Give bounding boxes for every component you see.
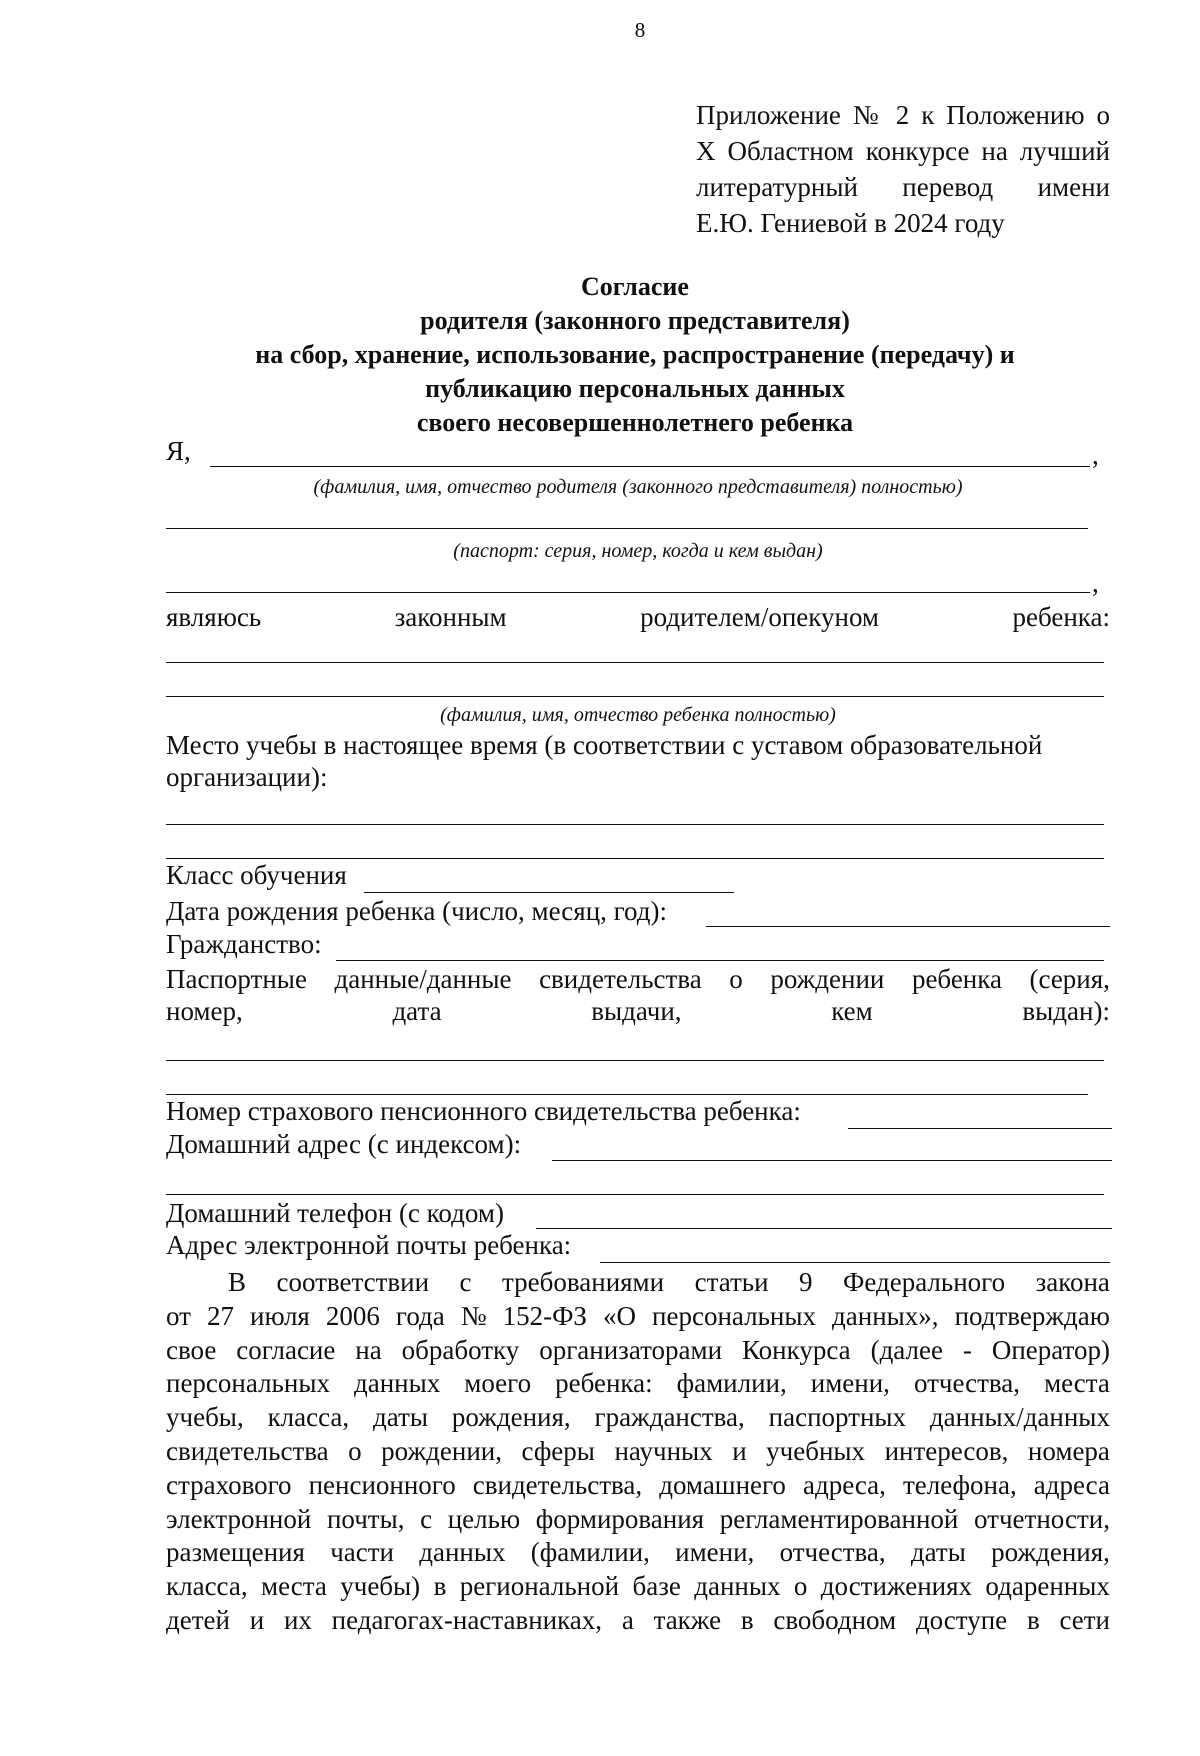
paragraph-line: электронной почты, с целью формирования регламентированной отчетности,	[166, 1503, 1110, 1534]
class-field[interactable]	[364, 892, 734, 893]
paragraph-line: учебы, класса, даты рождения, гражданства, паспортных данных/данных	[166, 1402, 1110, 1433]
parent-name-hint: (фамилия, имя, отчество родителя (законного представителя) полностью)	[313, 476, 963, 498]
birth-date-label: Дата рождения ребенка (число, месяц, год):	[166, 896, 668, 926]
study-place-field-2[interactable]	[166, 858, 1104, 859]
comma: ,	[1092, 568, 1099, 598]
paragraph-line: свое согласие на обработку организаторами Конкурса (далее - Оператор)	[166, 1334, 1110, 1365]
title-line: своего несовершеннолетнего ребенка	[416, 408, 854, 437]
child-documents-label: Паспортные данные/данные свидетельства о рождении ребенка (серия,	[166, 964, 1110, 994]
page-number: 8	[634, 18, 646, 42]
class-label: Класс обучения	[166, 860, 347, 890]
paragraph-line: класса, места учебы) в региональной базе данных о достижениях одаренных	[166, 1571, 1110, 1602]
child-name-field-1[interactable]	[166, 662, 1104, 663]
paragraph-line: от 27 июля 2006 года № 152-ФЗ «О персональных данных», подтверждаю	[166, 1300, 1110, 1331]
citizenship-label: Гражданство:	[166, 929, 322, 959]
study-place-label-cont: организации):	[166, 762, 328, 792]
snils-field[interactable]	[848, 1128, 1112, 1129]
title-line: родителя (законного представителя)	[420, 306, 850, 335]
phone-field[interactable]	[536, 1228, 1112, 1229]
appendix-line: Е.Ю. Гениевой в 2024 году	[696, 208, 1005, 238]
paragraph-line: В соответствии с требованиями статьи 9 Федерального закона	[228, 1267, 1110, 1297]
paragraph-line: детей и их педагогах-наставниках, а также в свободном доступе в сети	[166, 1604, 1110, 1635]
comma: ,	[1092, 440, 1099, 470]
birth-date-field[interactable]	[706, 926, 1110, 927]
child-name-field-2[interactable]	[166, 696, 1104, 697]
child-name-hint: (фамилия, имя, отчество ребенка полностью)	[440, 704, 836, 726]
paragraph-line: персональных данных моего ребенка: фамилии, имени, отчества, места	[166, 1368, 1110, 1399]
appendix-line: Приложение № 2 к Положению о	[696, 100, 1110, 130]
child-documents-label-cont: номер, дата выдачи, кем выдан):	[166, 996, 1110, 1026]
title-line: на сбор, хранение, использование, распространение (передачу) и	[255, 340, 1015, 369]
address-field-1[interactable]	[552, 1160, 1112, 1161]
appendix-line: X Областном конкурсе на лучший	[696, 136, 1110, 166]
phone-label: Домашний телефон (с кодом)	[166, 1198, 504, 1228]
ya-label: Я,	[166, 436, 191, 466]
email-field[interactable]	[600, 1262, 1110, 1263]
study-place-field-1[interactable]	[166, 824, 1104, 825]
appendix-note	[696, 97, 1110, 241]
child-documents-field-1[interactable]	[166, 1060, 1104, 1061]
citizenship-field[interactable]	[336, 960, 1104, 961]
parent-name-field[interactable]	[210, 466, 1090, 467]
passport-field-2[interactable]	[166, 592, 1090, 593]
email-label: Адрес электронной почты ребенка:	[166, 1230, 572, 1260]
paragraph-line: страхового пенсионного свидетельства, домашнего адреса, телефона, адреса	[166, 1469, 1110, 1500]
snils-label: Номер страхового пенсионного свидетельства ребенка:	[166, 1096, 801, 1126]
appendix-line: литературный перевод имени	[696, 172, 1110, 202]
consent-paragraph	[166, 1266, 1110, 1638]
study-place-label: Место учебы в настоящее время (в соответствии с уставом образовательной	[166, 730, 1043, 760]
paragraph-line: свидетельства о рождении, сферы научных и учебных интересов, номера	[166, 1435, 1110, 1466]
address-label: Домашний адрес (с индексом):	[166, 1129, 522, 1159]
child-documents-field-2[interactable]	[166, 1094, 1088, 1095]
address-field-2[interactable]	[166, 1194, 1104, 1195]
passport-field-1[interactable]	[166, 528, 1088, 529]
paragraph-line: размещения части данных (фамилии, имени, отчества, даты рождения,	[166, 1537, 1110, 1568]
document-title: Согласие	[581, 272, 689, 301]
passport-hint: (паспорт: серия, номер, когда и кем выдан)	[453, 540, 823, 562]
legal-guardian-row: являюсь законным родителем/опекуном ребенка:	[166, 602, 1110, 632]
title-line: публикацию персональных данных	[425, 374, 845, 403]
